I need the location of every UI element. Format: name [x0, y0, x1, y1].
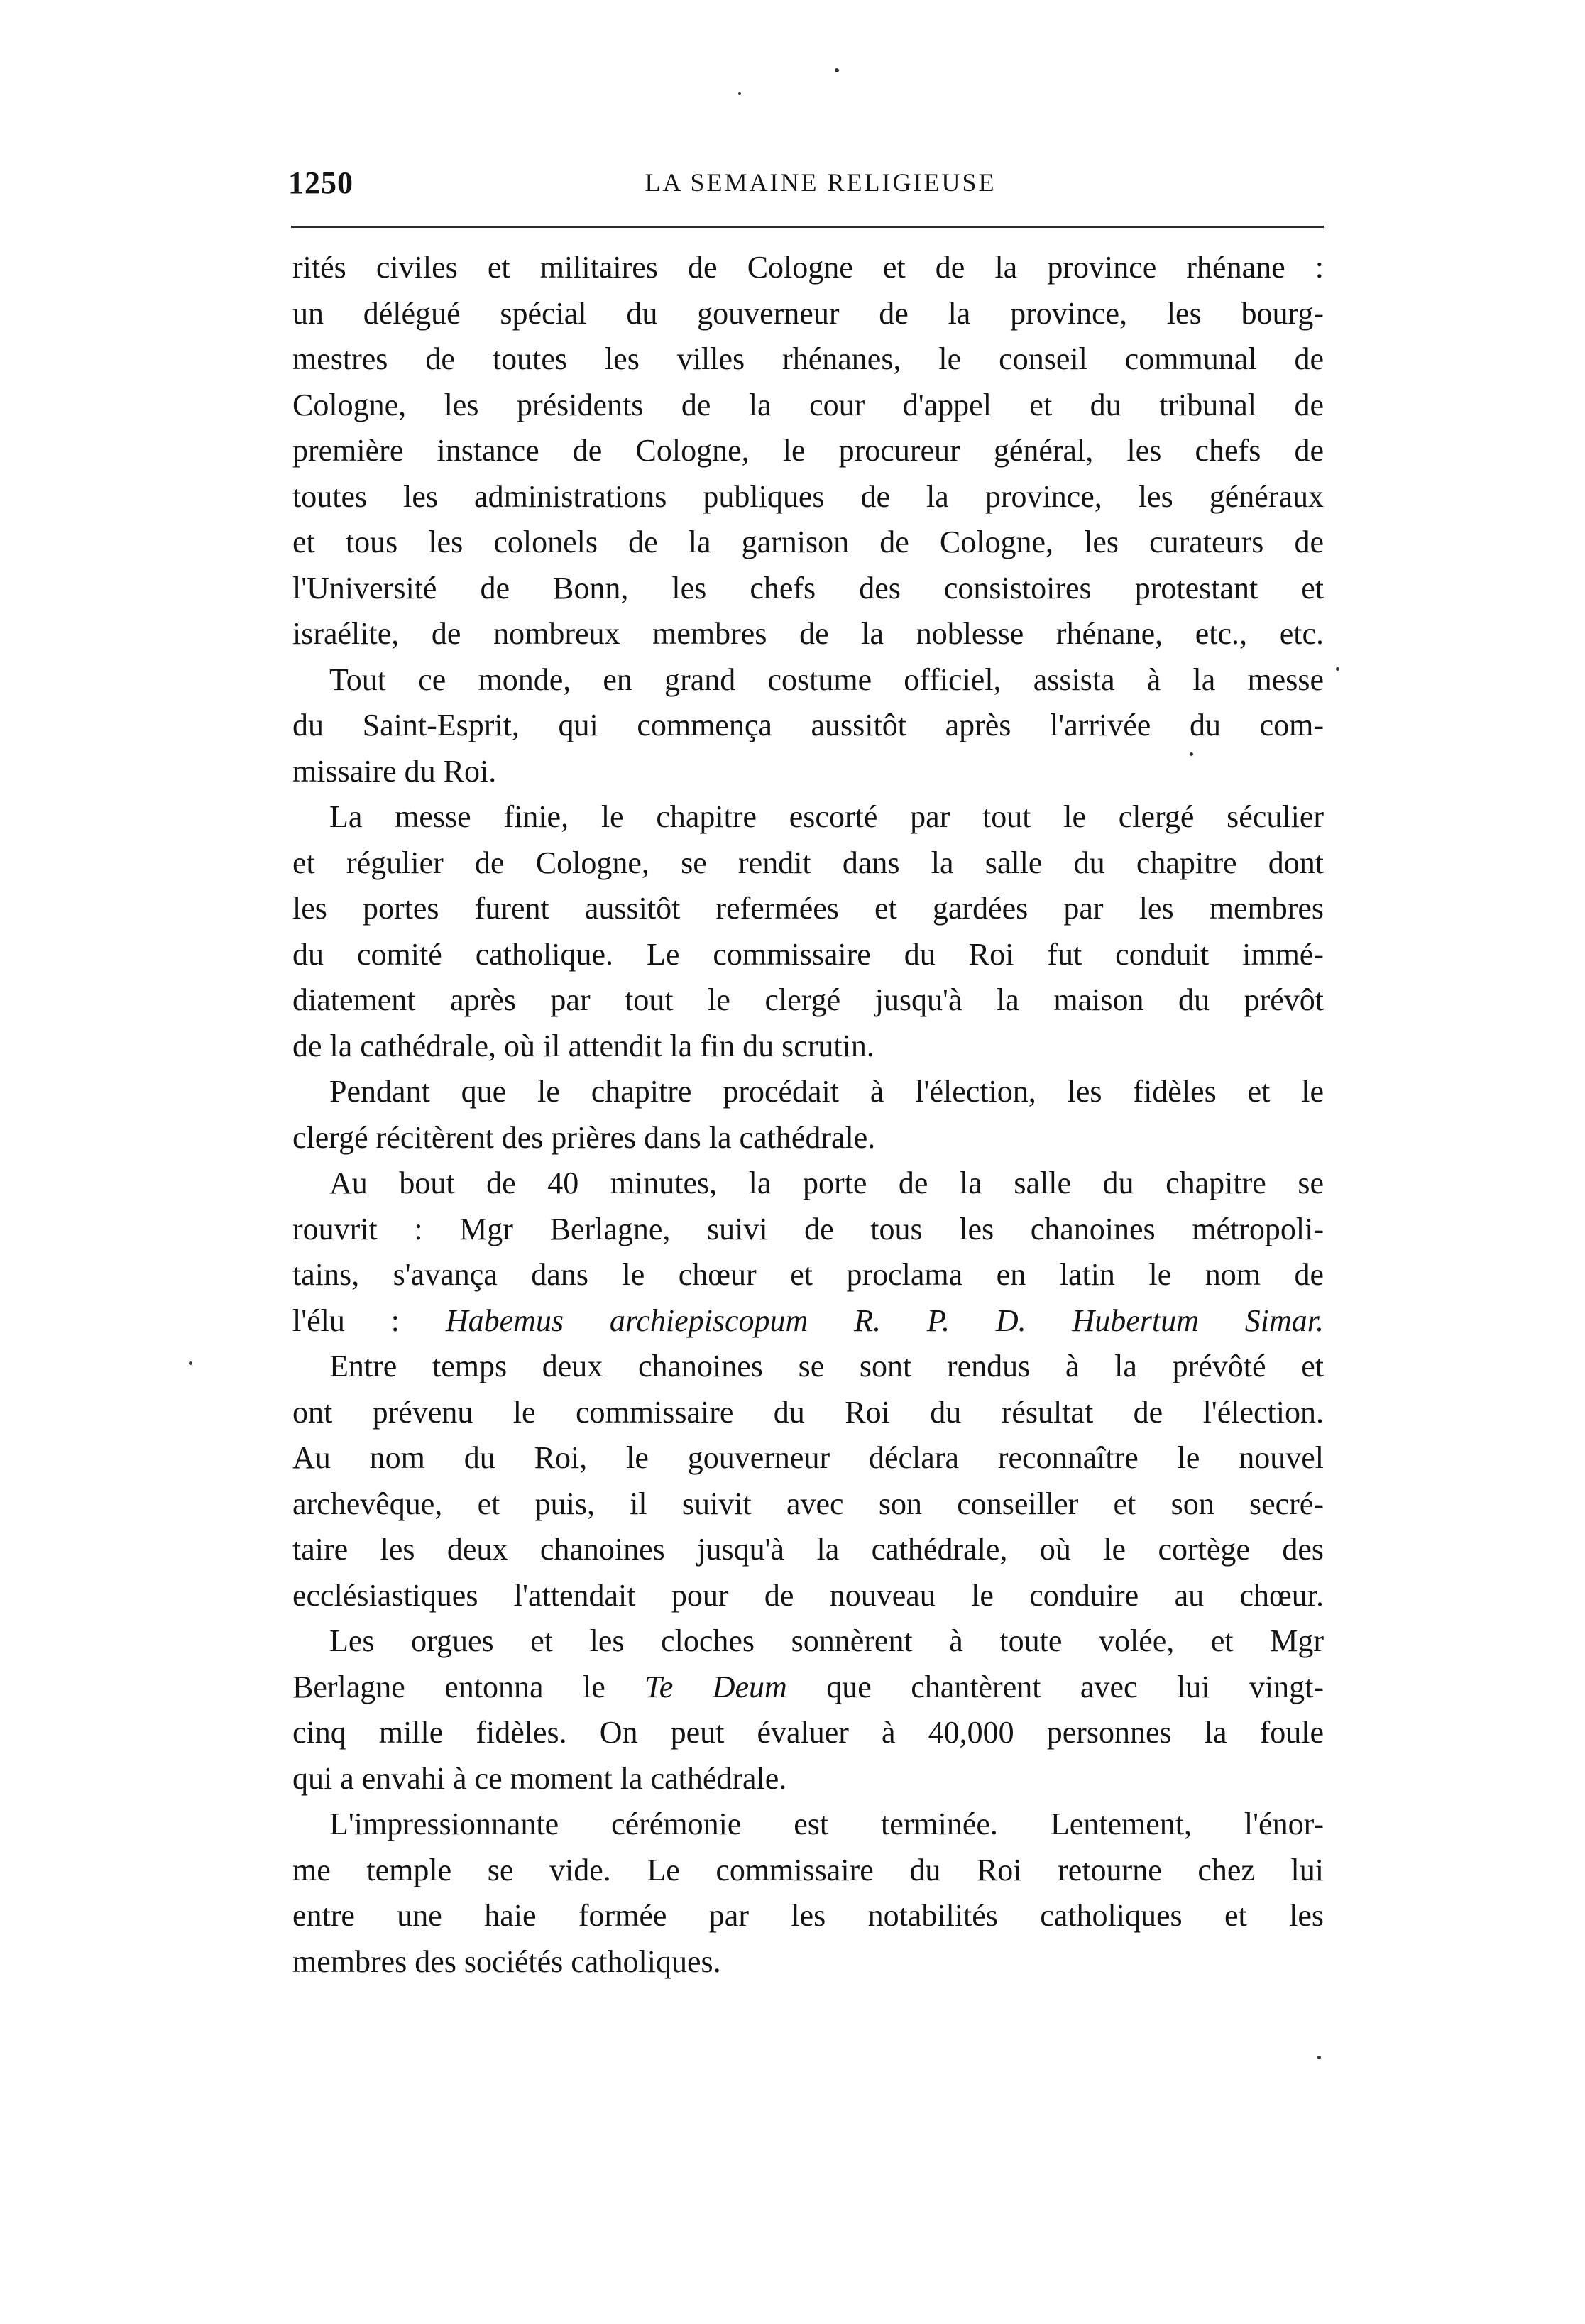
scan-speck: [1317, 2056, 1321, 2059]
text-line: tains, s'avança dans le chœur et proclama en latin le nom de: [292, 1257, 1324, 1292]
text-line: archevêque, et puis, il suivit avec son conseiller et son secré-: [292, 1486, 1324, 1521]
header-rule: [291, 226, 1324, 228]
text-line: du Saint-Esprit, qui commença aussitôt après l'arrivée du com-: [292, 708, 1324, 742]
text-line: toutes les administrations publiques de la province, les généraux: [292, 478, 1324, 514]
text-line: cinq mille fidèles. On peut évaluer à 40,000 personnes la foule: [292, 1715, 1324, 1750]
text-line: ont prévenu le commissaire du Roi du résultat de l'élection.: [292, 1394, 1324, 1430]
paragraph: [292, 245, 1324, 657]
text-line: et régulier de Cologne, se rendit dans la salle du chapitre dont: [292, 845, 1324, 880]
text-line: membres des sociétés catholiques.: [292, 1944, 721, 1979]
paragraph: [292, 1344, 1324, 1618]
page-header: [288, 165, 1325, 214]
scan-speck: [189, 1361, 192, 1365]
text-line: entre une haie formée par les notabilités catholiques et les: [292, 1898, 1324, 1933]
text-line: Entre temps deux chanoines se sont rendus à la prévôté et: [329, 1349, 1324, 1383]
text-line: l'élu : Habemus archiepiscopum R. P. D. Hubertum Simar.: [292, 1303, 1324, 1338]
scan-speck: [738, 92, 741, 95]
running-title: LA SEMAINE RELIGIEUSE: [645, 168, 997, 197]
text-line: de la cathédrale, où il attendit la fin du scrutin.: [292, 1028, 874, 1063]
scan-speck: [1336, 667, 1339, 671]
text-line: clergé récitèrent des prières dans la cathédrale.: [292, 1119, 876, 1155]
text-line: qui a envahi à ce moment la cathédrale.: [292, 1760, 787, 1796]
text-line: Au bout de 40 minutes, la porte de la salle du chapitre se: [329, 1166, 1324, 1200]
paragraph: [292, 794, 1324, 1069]
page-number: 1250: [288, 165, 353, 200]
text-line: taire les deux chanoines jusqu'à la cathédrale, où le cortège des: [292, 1532, 1324, 1567]
text-line: rouvrit : Mgr Berlagne, suivi de tous les chanoines métropoli-: [292, 1211, 1324, 1246]
italic-phrase: Habemus archiepiscopum R. P. D. Hubertum Simar.: [445, 1303, 1324, 1338]
text-line: L'impressionnante cérémonie est terminée. Lentement, l'énor-: [329, 1807, 1324, 1841]
text-line: du comité catholique. Le commissaire du Roi fut conduit immé-: [292, 936, 1324, 972]
text-line: Pendant que le chapitre procédait à l'élection, les fidèles et le: [329, 1074, 1324, 1109]
scan-speck: [1190, 752, 1193, 756]
italic-phrase: Te Deum: [645, 1669, 787, 1704]
body-text: [292, 245, 1324, 1985]
text-line: La messe finie, le chapitre escorté par tout le clergé séculier: [329, 799, 1324, 834]
text-line: mestres de toutes les villes rhénanes, le conseil communal de: [292, 341, 1324, 376]
paragraph: [292, 1069, 1324, 1161]
text-line: un délégué spécial du gouverneur de la province, les bourg-: [292, 295, 1324, 331]
text-line: ecclésiastiques l'attendait pour de nouveau le conduire au chœur.: [292, 1577, 1324, 1613]
text-line: me temple se vide. Le commissaire du Roi retourne chez lui: [292, 1852, 1324, 1887]
scan-speck: [835, 68, 839, 72]
text-line: diatement après par tout le clergé jusqu'à la maison du prévôt: [292, 982, 1324, 1017]
paragraph: [292, 1802, 1324, 1985]
text-line: israélite, de nombreux membres de la noblesse rhénane, etc., etc.: [292, 616, 1324, 651]
text-line: missaire du Roi.: [292, 753, 497, 789]
text-line: rités civiles et militaires de Cologne et de la province rhénane :: [292, 250, 1324, 285]
text-line: Tout ce monde, en grand costume officiel, assista à la messe: [329, 662, 1324, 697]
text-line: Cologne, les présidents de la cour d'appel et du tribunal de: [292, 387, 1324, 422]
paragraph: [292, 657, 1324, 795]
paragraph: [292, 1161, 1324, 1344]
text-line: l'Université de Bonn, les chefs des consistoires protestant et: [292, 570, 1324, 605]
text-line: et tous les colonels de la garnison de Cologne, les curateurs de: [292, 525, 1324, 559]
text-line: Au nom du Roi, le gouverneur déclara reconnaître le nouvel: [292, 1440, 1324, 1475]
text-line: première instance de Cologne, le procureur général, les chefs de: [292, 433, 1324, 468]
text-line: Les orgues et les cloches sonnèrent à toute volée, et Mgr: [329, 1623, 1324, 1658]
text-line: les portes furent aussitôt refermées et gardées par les membres: [292, 891, 1324, 926]
text-line: Berlagne entonna le Te Deum que chantèrent avec lui vingt-: [292, 1669, 1324, 1704]
paragraph: [292, 1618, 1324, 1802]
